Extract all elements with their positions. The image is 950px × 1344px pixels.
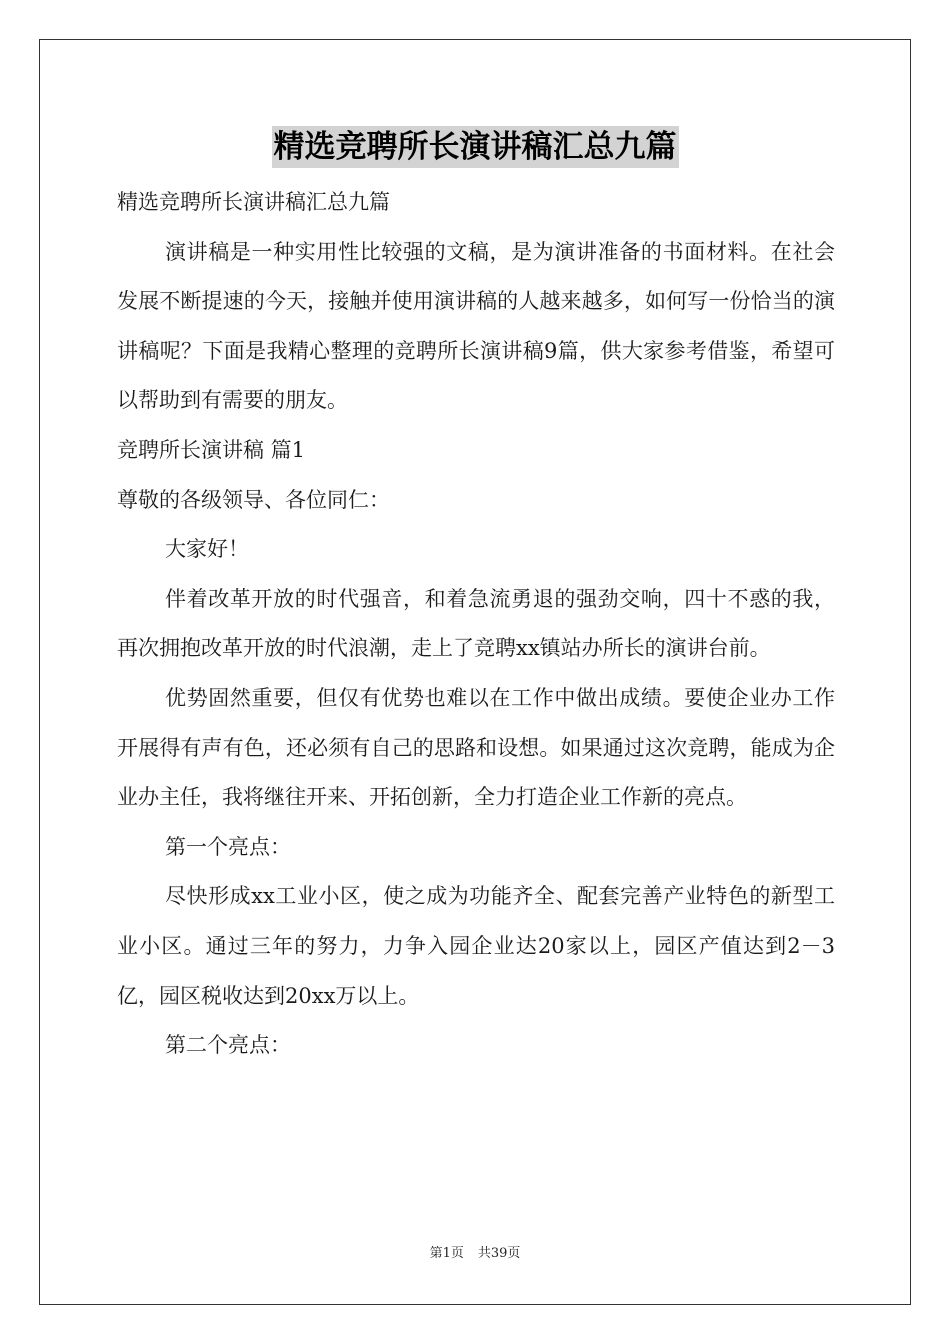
page-footer <box>0 1245 950 1263</box>
subheading: 第二个亮点： <box>165 1033 291 1058</box>
subheading: 第一个亮点： <box>165 834 291 859</box>
paragraph: 精选竞聘所长演讲稿汇总九篇 <box>117 190 390 214</box>
document-body <box>117 178 835 1071</box>
paragraph: 优势固然重要，但仅有优势也难以在工作中做出成绩。要使企业办工作开展得有声有色，还必须有自己的思路和设想。如果通过这次竞聘，能成为企业办主任，我将继往开来、开拓创新，全力打造企业工作新的亮点。 <box>117 685 835 810</box>
paragraph: 演讲稿是一种实用性比较强的文稿，是为演讲准备的书面材料。在社会发展不断提速的今天，接触并使用演讲稿的人越来越多，如何写一份恰当的演讲稿呢？下面是我精心整理的竞聘所长演讲稿9篇，供大家参考借鉴，希望可以帮助到有需要的朋友。 <box>117 239 835 413</box>
title-area <box>0 126 950 168</box>
page-number: 第1页 <box>429 1246 464 1261</box>
paragraph: 尽快形成xx工业小区，使之成为功能齐全、配套完善产业特色的新型工业小区。通过三年的努力，力争入园企业达20家以上，园区产值达到2－3亿，园区税收达到20xx万以上。 <box>117 884 835 1008</box>
document-title: 精选竞聘所长演讲稿汇总九篇 <box>272 126 679 168</box>
page-total: 共39页 <box>477 1246 521 1261</box>
section-heading: 竞聘所长演讲稿 篇1 <box>117 437 306 462</box>
salutation: 尊敬的各级领导、各位同仁： <box>117 487 390 512</box>
greeting: 大家好！ <box>165 537 249 562</box>
paragraph: 伴着改革开放的时代强音，和着急流勇退的强劲交响，四十不惑的我，再次拥抱改革开放的时代浪潮，走上了竞聘xx镇站办所长的演讲台前。 <box>117 586 835 661</box>
